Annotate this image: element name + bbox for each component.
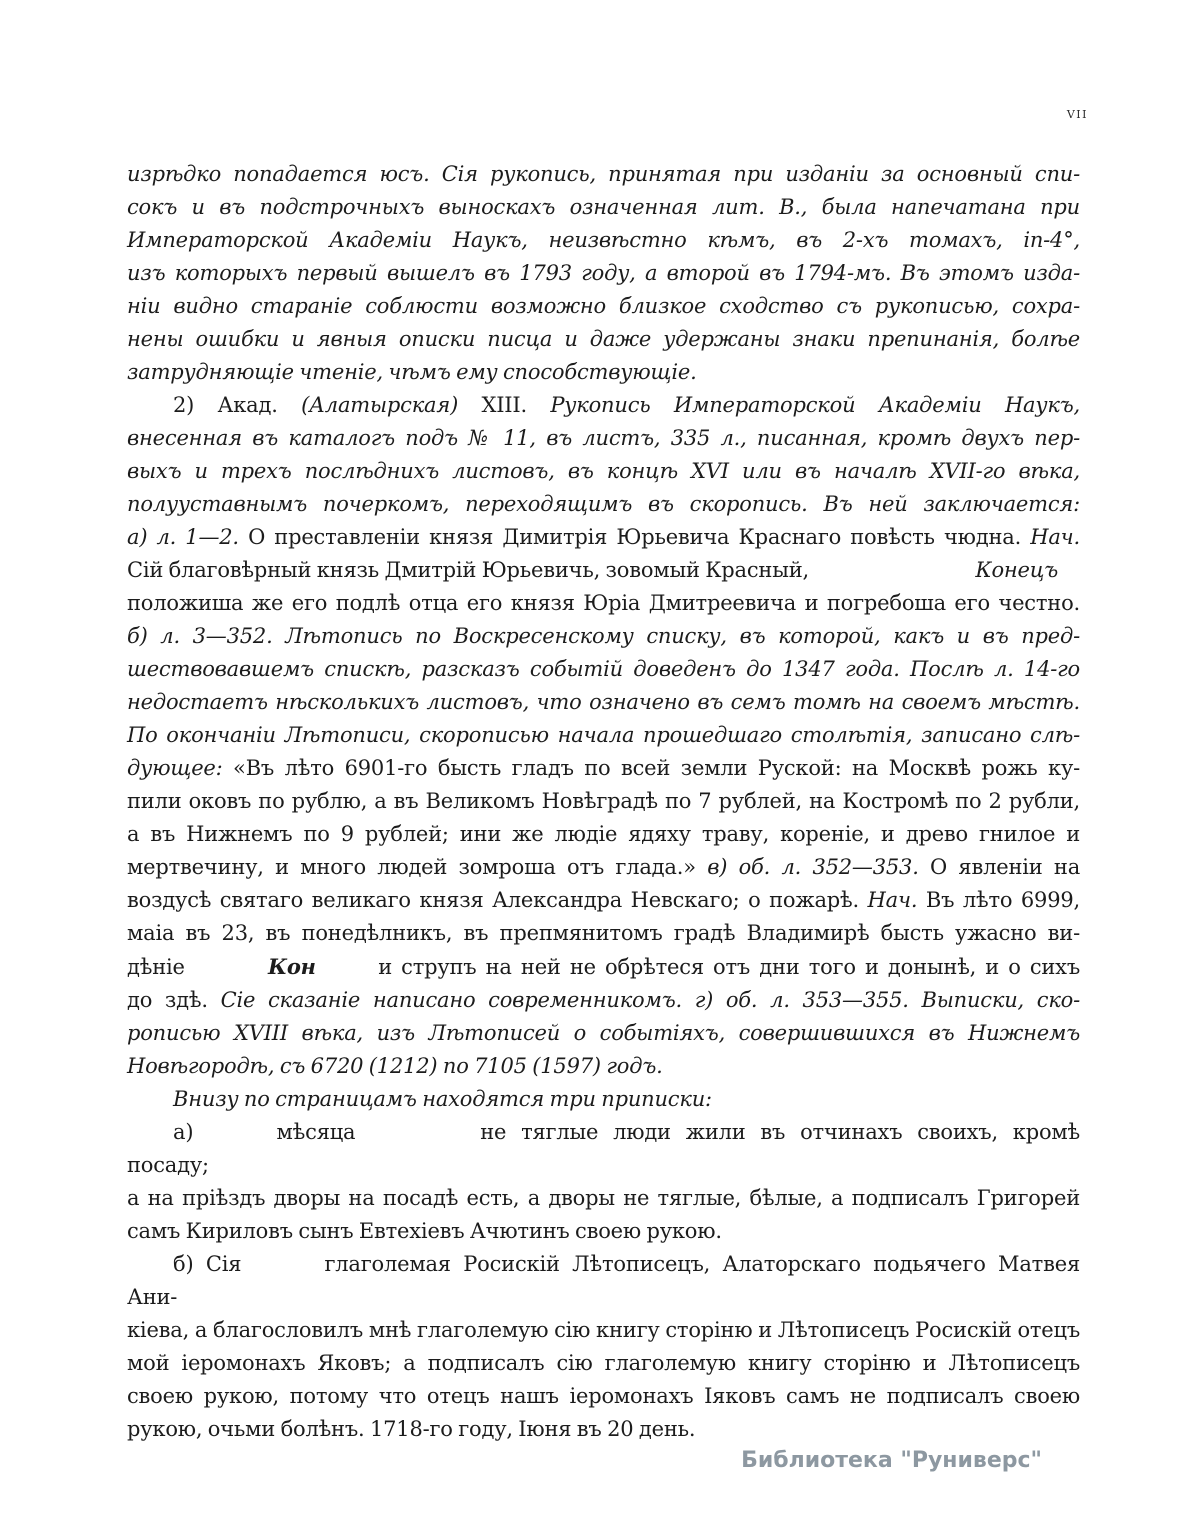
text-segment: а) л. 1—2. bbox=[127, 525, 249, 549]
text-segment: положиша же его подлѣ отца его князя Юріа Дмитреевича и погребоша его честно. bbox=[127, 591, 1080, 615]
text-segment: изрѣдко попадается юсъ. Сія рукопись, принятая при изданіи за основный спи- bbox=[127, 162, 1080, 186]
text-line bbox=[127, 917, 1080, 950]
text-segment: пили оковъ по рублю, а въ Великомъ Новѣградѣ по 7 рублей, на Костромѣ по 2 рубли, bbox=[127, 789, 1080, 813]
text-segment: б) л. 3—352. Лѣтопись по Воскресенскому списку, въ которой, какъ и въ пред- bbox=[127, 624, 1080, 648]
text-segment: Внизу по страницамъ находятся три приписки: bbox=[173, 1087, 712, 1111]
text-segment: выхъ и трехъ послѣднихъ листовъ, въ концѣ XVI или въ началѣ XVII-го вѣка, bbox=[127, 459, 1080, 483]
text-segment: до здѣ. bbox=[127, 988, 221, 1012]
text-line bbox=[127, 1116, 1080, 1182]
text-segment: дѣніе bbox=[127, 955, 185, 979]
text-segment: О явленіи на bbox=[930, 855, 1081, 879]
text-line bbox=[127, 1347, 1080, 1380]
text-segment: в) об. л. 352—353. bbox=[707, 855, 931, 879]
text-line bbox=[127, 719, 1080, 752]
text-line bbox=[127, 1413, 1080, 1446]
text-line bbox=[127, 1083, 1080, 1116]
text-line bbox=[127, 653, 1080, 686]
text-line bbox=[127, 455, 1080, 488]
text-segment: б) Сія bbox=[173, 1252, 242, 1276]
text-segment: шествовавшемъ спискѣ, разсказъ событій доведенъ до 1347 года. Послѣ л. 14-го bbox=[127, 657, 1080, 681]
text-segment: Въ лѣто 6999, bbox=[925, 888, 1080, 912]
text-line bbox=[127, 620, 1080, 653]
library-watermark: Библиотека "Руниверс" bbox=[741, 1448, 1042, 1473]
text-segment: Нач. bbox=[1030, 525, 1081, 549]
text-segment: нены ошибки и явныя описки писца и даже удержаны знаки препинанія, болѣе bbox=[127, 327, 1080, 351]
text-segment: мѣсяца bbox=[276, 1120, 356, 1144]
text-segment: внесенная въ каталогъ подъ № 11, въ листъ, 335 л., писанная, кромѣ двухъ пер- bbox=[127, 426, 1080, 450]
text-segment: полууставнымъ почеркомъ, переходящимъ въ скоропись. Въ ней заключается: bbox=[127, 492, 1080, 516]
text-line bbox=[127, 554, 1080, 587]
text-line bbox=[127, 1017, 1080, 1050]
text-segment: Кон bbox=[267, 954, 316, 979]
text-line bbox=[127, 158, 1080, 191]
text-segment: (Алатырская) bbox=[301, 393, 482, 417]
text-segment: мертвечину, и много людей зомроша отъ глада.» bbox=[127, 855, 708, 879]
text-segment: сокъ и въ подстрочныхъ выноскахъ означенная лит. В., была напечатана при bbox=[127, 195, 1080, 219]
text-segment: самъ Кириловъ сынъ Евтехіевъ Ачютинъ своею рукою. bbox=[127, 1219, 722, 1243]
text-segment: а въ Нижнемъ по 9 рублей; ини же людіе ядяху траву, кореніе, и древо гнилое и bbox=[127, 822, 1080, 846]
text-line bbox=[127, 1248, 1080, 1314]
text-line bbox=[127, 1215, 1080, 1248]
text-segment bbox=[193, 1120, 276, 1144]
text-block bbox=[127, 158, 1080, 1446]
text-line bbox=[127, 818, 1080, 851]
text-segment: мой іеромонахъ Яковъ; а подписалъ сію глаголемую книгу сторіню и Лѣтописецъ bbox=[127, 1351, 1080, 1375]
text-line bbox=[127, 984, 1080, 1017]
text-line bbox=[127, 389, 1080, 422]
text-line bbox=[127, 950, 1080, 984]
text-line bbox=[127, 587, 1080, 620]
text-segment: 2) Акад. bbox=[173, 393, 302, 417]
text-segment bbox=[185, 955, 268, 979]
text-line bbox=[127, 521, 1080, 554]
text-line bbox=[127, 884, 1080, 917]
text-segment: недостаетъ нѣсколькихъ листовъ, что означено въ семъ томѣ на своемъ мѣстѣ. bbox=[127, 690, 1080, 714]
text-segment: По окончаніи Лѣтописи, скорописью начала прошедшаго столѣтія, записано слѣ- bbox=[127, 723, 1080, 747]
text-segment: глаголемая Росискій Лѣтописецъ, Алаторскаго подьячего Матвея Ани- bbox=[127, 1252, 1080, 1309]
text-segment: своею рукою, потому что отецъ нашъ іеромонахъ Іяковъ самъ не подписалъ своею bbox=[127, 1384, 1080, 1408]
text-segment: Рукопись Императорской Академіи Наукъ, bbox=[550, 393, 1080, 417]
text-line bbox=[127, 1050, 1080, 1083]
text-line bbox=[127, 1380, 1080, 1413]
text-segment: а на пріѣздъ дворы на посадѣ есть, а дворы не тяглые, бѣлые, а подписалъ Григорей bbox=[127, 1186, 1080, 1210]
text-line bbox=[127, 1314, 1080, 1347]
text-line bbox=[127, 785, 1080, 818]
text-segment: а) bbox=[173, 1120, 194, 1144]
text-line bbox=[127, 686, 1080, 719]
text-segment: Императорской Академіи Наукъ, неизвѣстно кѣмъ, въ 2-хъ томахъ, in-4°, bbox=[127, 228, 1080, 252]
text-line bbox=[127, 191, 1080, 224]
text-segment: дующее: bbox=[127, 756, 234, 780]
text-segment: рописью XVIII вѣка, изъ Лѣтописей о событіяхъ, совершившихся въ Нижнемъ bbox=[127, 1021, 1080, 1045]
text-line bbox=[127, 422, 1080, 455]
text-segment: «Въ лѣто 6901-го бысть гладъ по всей земли Руской: на Москвѣ рожь ку- bbox=[233, 756, 1080, 780]
text-segment bbox=[355, 1120, 480, 1144]
text-segment: и струпъ на ней не обрѣтеся отъ дни того и донынѣ, и о сихъ bbox=[378, 955, 1080, 979]
text-line bbox=[127, 488, 1080, 521]
text-segment: Сій благовѣрный князь Дмитрій Юрьевичь, зовомый Красный, bbox=[127, 558, 809, 582]
text-line bbox=[127, 752, 1080, 785]
text-segment: маіа въ 23, въ понедѣлникъ, въ препмянитомъ градѣ Владимирѣ бысть ужасно ви- bbox=[127, 921, 1080, 945]
text-segment: рукою, очьми болѣнъ. 1718-го году, Іюня въ 20 день. bbox=[127, 1417, 696, 1441]
text-segment: Новѣгородѣ, съ 6720 (1212) по 7105 (1597) годъ. bbox=[127, 1054, 663, 1078]
text-line bbox=[127, 323, 1080, 356]
text-line bbox=[127, 1182, 1080, 1215]
text-segment: XIII. bbox=[481, 393, 551, 417]
page-number: vii bbox=[1066, 104, 1088, 122]
text-segment bbox=[241, 1252, 324, 1276]
text-line bbox=[127, 290, 1080, 323]
text-segment bbox=[809, 558, 975, 582]
text-line bbox=[127, 851, 1080, 884]
text-segment: Нач. bbox=[867, 888, 926, 912]
text-segment: Сіе сказаніе написано современникомъ. г) об. л. 353—355. Выписки, ско- bbox=[220, 988, 1080, 1012]
text-segment: не тяглые люди жили въ отчинахъ своихъ, кромѣ посаду; bbox=[127, 1120, 1080, 1177]
text-line bbox=[127, 257, 1080, 290]
text-segment: Конецъ bbox=[975, 558, 1059, 582]
text-segment: затрудняющіе чтеніе, чѣмъ ему способствующіе. bbox=[127, 360, 697, 384]
text-segment: воздусѣ святаго великаго князя Александра Невскаго; о пожарѣ. bbox=[127, 888, 868, 912]
text-line bbox=[127, 224, 1080, 257]
text-segment: изъ которыхъ первый вышелъ въ 1793 году, а второй въ 1794-мъ. Въ этомъ изда- bbox=[127, 261, 1080, 285]
text-segment: ніи видно стараніе соблюсти возможно близкое сходство съ рукописью, сохра- bbox=[127, 294, 1080, 318]
text-segment: кіева, а благословилъ мнѣ глаголемую сію книгу сторіню и Лѣтописецъ Росискій отецъ bbox=[127, 1318, 1080, 1342]
text-segment: О преставленіи князя Димитрія Юрьевича Краснаго повѣсть чюдна. bbox=[248, 525, 1031, 549]
text-segment bbox=[316, 955, 378, 979]
text-line bbox=[127, 356, 1080, 389]
